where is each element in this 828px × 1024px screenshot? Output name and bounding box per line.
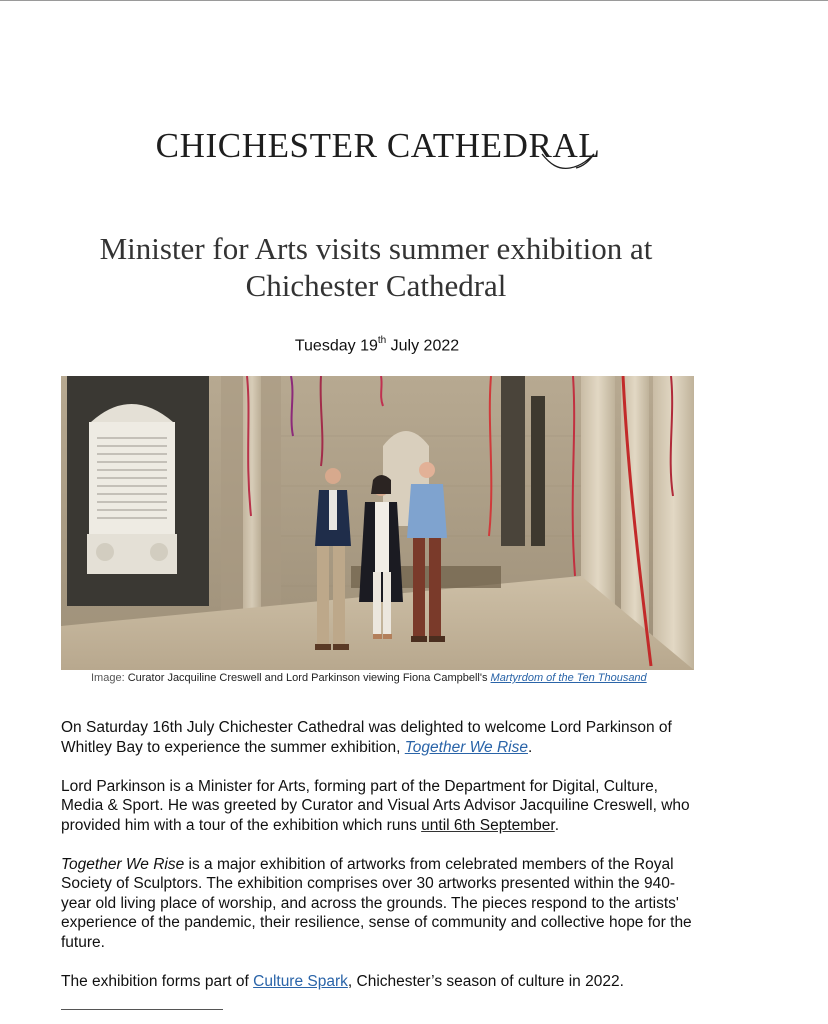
date-suffix: th	[377, 335, 387, 346]
paragraph-3	[61, 855, 701, 953]
p2-end: .	[554, 816, 560, 834]
date-day: Tuesday 19	[294, 337, 378, 355]
exhibition-title: Together We Rise	[61, 855, 185, 873]
p1-text: On Saturday 16th July Chichester Cathedral was delighted to welcome Lord Parkinson of Whitley Bay to experience the summer exhibition,	[61, 719, 672, 756]
p2-text: Lord Parkinson is a Minister for Arts, forming part of the Department for Digital, Culture, Media & Sport. He was greeted by Curator and Visual Arts Advisor Jacquiline Creswell, who provided him with a tour of the exhibition which runs	[61, 777, 690, 834]
p1-end: .	[527, 738, 533, 756]
article-photo	[61, 376, 694, 670]
paragraph-4	[61, 972, 701, 992]
date-month-year: July 2022	[390, 337, 460, 355]
article-date	[0, 336, 754, 355]
p4-start: The exhibition forms part of	[61, 972, 249, 990]
article-headline: Minister for Arts visits summer exhibition at Chichester Cathedral	[99, 231, 653, 303]
caption-artwork-link[interactable]: Martyrdom of the Ten Thousand	[490, 672, 647, 684]
caption-label: Image:	[91, 672, 125, 684]
top-border	[0, 0, 828, 1]
cathedral-logo	[0, 126, 756, 166]
exhibition-end-date: until 6th September	[421, 816, 555, 834]
article-body	[61, 718, 701, 1011]
footer-rule	[61, 1009, 223, 1010]
caption-text: Curator Jacquiline Creswell and Lord Parkinson viewing Fiona Campbell's	[127, 672, 488, 684]
logo-wordmark: CHICHESTER CATHEDRAL	[155, 126, 601, 165]
paragraph-2	[61, 777, 701, 836]
together-we-rise-link[interactable]: Together We Rise	[404, 738, 528, 756]
p3-text: is a major exhibition of artworks from celebrated members of the Royal Society of Sculptors. The exhibition comprises over 30 artworks presented within the 940-year old living place of worship, and across the grounds. The pieces respond to the artists' experience of the pandemic, their resilience, sense of community and collective hope for the future.	[61, 855, 692, 951]
paragraph-1	[61, 718, 701, 757]
culture-spark-link[interactable]: Culture Spark	[253, 972, 348, 990]
logo-flourish-icon	[540, 150, 600, 176]
photo-caption	[91, 672, 647, 684]
photo-illustration	[61, 376, 694, 670]
p4-end: , Chichester’s season of culture in 2022.	[347, 972, 624, 990]
